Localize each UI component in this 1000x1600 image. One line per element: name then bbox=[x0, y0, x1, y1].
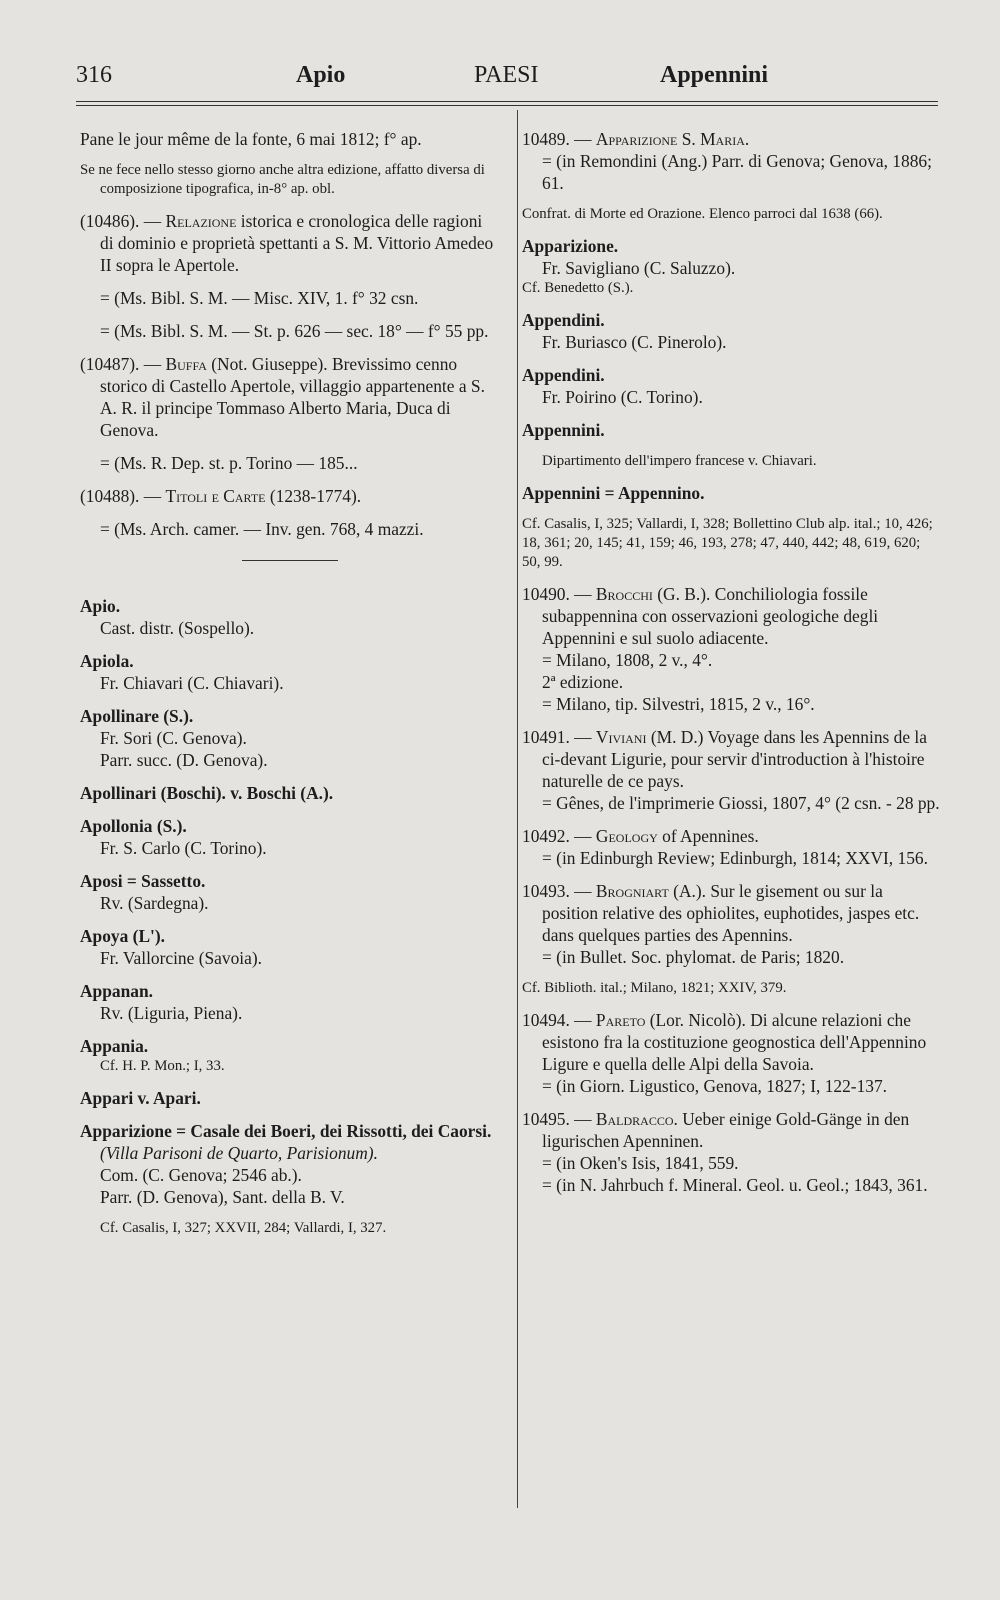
entry-title: (A.). Sur le gisement ou sur la position relative des ophiolites, euphotides, jaspes etc. dans quelques parties des Apennins. bbox=[542, 881, 920, 945]
entry-10492-citation: = (in Edinburgh Review; Edinburgh, 1814; XXVI, 156. bbox=[542, 848, 928, 868]
entry-10489-citation: = (in Remondini (Ang.) Parr. di Genova; Genova, 1886; 61. bbox=[542, 151, 932, 193]
entry-10486-citation-2: = (Ms. Bibl. S. M. — St. p. 626 — sec. 18° — f° 55 pp. bbox=[100, 321, 489, 341]
headword-appendini-2: Appendini. bbox=[522, 365, 605, 385]
entry-10491-citation: = Gênes, de l'imprimerie Giossi, 1807, 4° (2 csn. - 28 pp. bbox=[542, 793, 940, 813]
entry-10487 bbox=[80, 353, 496, 441]
appendini-2-detail: Fr. Poirino (C. Torino). bbox=[542, 387, 703, 407]
entry-number: 10494. — bbox=[522, 1010, 592, 1030]
entry-10492 bbox=[522, 825, 942, 847]
apparizione-detail-2: Parr. (D. Genova), Sant. della B. V. bbox=[100, 1187, 345, 1207]
appania-detail: Cf. H. P. Mon.; I, 33. bbox=[100, 1058, 225, 1074]
entry-10495-citation-1: = (in Oken's Isis, 1841, 559. bbox=[542, 1153, 739, 1173]
headword-apparizione: Apparizione = Casale dei Boeri, dei Rissotti, dei Caorsi. bbox=[80, 1121, 492, 1141]
apollonia-detail: Fr. S. Carlo (C. Torino). bbox=[100, 838, 267, 858]
entry-10494-citation: = (in Giorn. Ligustico, Genova, 1827; I, 122-137. bbox=[542, 1076, 888, 1096]
headword-aposi: Aposi = Sassetto. bbox=[80, 871, 206, 891]
entry-author: Buffa bbox=[165, 354, 207, 374]
header-rule-bottom bbox=[76, 105, 938, 106]
entry-title: (Not. Giuseppe). Brevissimo cenno storico di Castello Apertole, villaggio appartenente a S. A. R. il principe Tommaso Alberto Maria, Duca di Genova. bbox=[100, 354, 485, 440]
entry-10487-citation: = (Ms. R. Dep. st. p. Torino — 185... bbox=[100, 453, 358, 473]
entry-number: 10493. — bbox=[522, 881, 592, 901]
apparizione-reference: Cf. Casalis, I, 327; XXVII, 284; Vallardi, I, 327. bbox=[100, 1220, 387, 1236]
entry-number: 10489. — bbox=[522, 129, 592, 149]
appennini-detail: Dipartimento dell'impero francese v. Chiavari. bbox=[542, 453, 817, 469]
right-column bbox=[522, 128, 942, 1196]
headword-appennini: Appennini. bbox=[522, 420, 605, 440]
apparizione-reference: Cf. Benedetto (S.). bbox=[522, 280, 634, 296]
left-column bbox=[80, 128, 496, 1249]
apio-detail: Cast. distr. (Sospello). bbox=[100, 618, 255, 638]
section-separator bbox=[242, 560, 338, 561]
headword-apoya: Apoya (L'). bbox=[80, 926, 166, 946]
aposi-detail: Rv. (Sardegna). bbox=[100, 893, 209, 913]
entry-10486-citation-1: = (Ms. Bibl. S. M. — Misc. XIV, 1. f° 32 csn. bbox=[100, 288, 419, 308]
headword-appendini: Appendini. bbox=[522, 310, 605, 330]
appendini-detail: Fr. Buriasco (C. Pinerolo). bbox=[542, 332, 727, 352]
entry-10495-citation-2: = (in N. Jahrbuch f. Mineral. Geol. u. Geol.; 1843, 361. bbox=[542, 1175, 928, 1195]
entry-10490 bbox=[522, 583, 942, 649]
entry-10493-reference: Cf. Biblioth. ital.; Milano, 1821; XXIV, 379. bbox=[522, 980, 787, 996]
entry-10488 bbox=[80, 485, 496, 507]
entry-title: (Lor. Nicolò). Di alcune relazioni che esistono fra la costituzione geognostica dell'Appennino Ligure e quella delle Alpi della Savoia. bbox=[542, 1010, 927, 1074]
entry-10491 bbox=[522, 726, 942, 792]
entry-number: (10488). — bbox=[80, 486, 162, 506]
page-header bbox=[0, 62, 1000, 102]
appanan-detail: Rv. (Liguria, Piena). bbox=[100, 1003, 243, 1023]
headword-apollinari: Apollinari (Boschi). v. Boschi (A.). bbox=[80, 783, 334, 803]
apiola-detail: Fr. Chiavari (C. Chiavari). bbox=[100, 673, 284, 693]
page-number: 316 bbox=[76, 62, 112, 88]
entry-author: Brogniart bbox=[595, 881, 669, 901]
headword-apparizione: Apparizione. bbox=[522, 236, 619, 256]
headword-apio: Apio. bbox=[80, 596, 121, 616]
entry-10486 bbox=[80, 210, 496, 276]
entry-author: Brocchi bbox=[595, 584, 653, 604]
header-right-word: Appennini bbox=[660, 62, 769, 88]
column-divider bbox=[517, 110, 518, 1508]
entry-pane-le-jour: Pane le jour même de la fonte, 6 mai 1812; f° ap. bbox=[80, 129, 422, 149]
entry-number: 10495. — bbox=[522, 1109, 592, 1129]
entry-10490-edition: 2ª edizione. bbox=[542, 672, 624, 692]
apollinare-detail-1: Fr. Sori (C. Genova). bbox=[100, 728, 247, 748]
apparizione-detail-1: Com. (C. Genova; 2546 ab.). bbox=[100, 1165, 302, 1185]
appennini-reference: Cf. Casalis, I, 325; Vallardi, I, 328; Bollettino Club alp. ital.; 10, 426; 18, 361; 20, 145; 41, 159; 46, 193, 278; 47, 440, 442; 48, 619, 620; 50, 99. bbox=[522, 516, 933, 570]
entry-author: Apparizione S. Maria. bbox=[595, 129, 750, 149]
entry-note: Se ne fece nello stesso giorno anche altra edizione, affatto diversa di composizione tipografica, in-8° ap. obl. bbox=[80, 162, 485, 197]
entry-10493-citation: = (in Bullet. Soc. phylomat. de Paris; 1820. bbox=[542, 947, 845, 967]
entry-10489-note: Confrat. di Morte ed Orazione. Elenco parroci dal 1638 (66). bbox=[522, 206, 883, 222]
headword-appari: Appari v. Apari. bbox=[80, 1088, 201, 1108]
entry-author: Relazione bbox=[165, 211, 237, 231]
entry-title: (G. B.). Conchiliologia fossile subappennina con osservazioni geologiche degli Appennini e sul suolo adiacente. bbox=[542, 584, 879, 648]
entry-author: Pareto bbox=[595, 1010, 646, 1030]
headword-apollinare: Apollinare (S.). bbox=[80, 706, 194, 726]
entry-number: (10487). — bbox=[80, 354, 162, 374]
entry-author: Baldracco. bbox=[595, 1109, 678, 1129]
entry-title: istorica e cronologica delle ragioni di dominio e proprietà spettanti a S. M. Vittorio Amedeo II sopra le Apertole. bbox=[100, 211, 494, 275]
entry-10488-citation: = (Ms. Arch. camer. — Inv. gen. 768, 4 mazzi. bbox=[100, 519, 424, 539]
entry-author: Geology bbox=[595, 826, 658, 846]
headword-appennini-equals: Appennini = Appennino. bbox=[522, 483, 705, 503]
entry-title: (M. D.) Voyage dans les Apennins de la ci-devant Ligurie, pour servir d'introduction à l'histoire naturelle de ce pays. bbox=[542, 727, 927, 791]
header-left-word: Apio bbox=[296, 62, 346, 88]
apoya-detail: Fr. Vallorcine (Savoia). bbox=[100, 948, 262, 968]
entry-number: 10492. — bbox=[522, 826, 592, 846]
entry-author: Viviani bbox=[595, 727, 647, 747]
entry-number: (10486). — bbox=[80, 211, 162, 231]
entry-author: Titoli e Carte bbox=[165, 486, 266, 506]
entry-number: 10490. — bbox=[522, 584, 592, 604]
headword-appania: Appania. bbox=[80, 1036, 149, 1056]
entry-10493 bbox=[522, 880, 942, 946]
apparizione-variants: (Villa Parisoni de Quarto, Parisionum). bbox=[100, 1143, 378, 1163]
entry-title: Ueber einige Gold-Gänge in den ligurischen Apenninen. bbox=[542, 1109, 910, 1151]
headword-appanan: Appanan. bbox=[80, 981, 153, 1001]
header-section: PAESI bbox=[474, 62, 539, 88]
apparizione-detail: Fr. Savigliano (C. Saluzzo). bbox=[542, 258, 736, 278]
entry-10490-citation-2: = Milano, tip. Silvestri, 1815, 2 v., 16°. bbox=[542, 694, 815, 714]
entry-10495 bbox=[522, 1108, 942, 1152]
entry-10494 bbox=[522, 1009, 942, 1075]
header-rule-top bbox=[76, 101, 938, 102]
apollinare-detail-2: Parr. succ. (D. Genova). bbox=[100, 750, 268, 770]
entry-title: of Apennines. bbox=[662, 826, 759, 846]
entry-10490-citation-1: = Milano, 1808, 2 v., 4°. bbox=[542, 650, 713, 670]
entry-10489 bbox=[522, 128, 942, 150]
headword-apollonia: Apollonia (S.). bbox=[80, 816, 187, 836]
headword-apiola: Apiola. bbox=[80, 651, 134, 671]
entry-title: (1238-1774). bbox=[269, 486, 362, 506]
entry-number: 10491. — bbox=[522, 727, 592, 747]
